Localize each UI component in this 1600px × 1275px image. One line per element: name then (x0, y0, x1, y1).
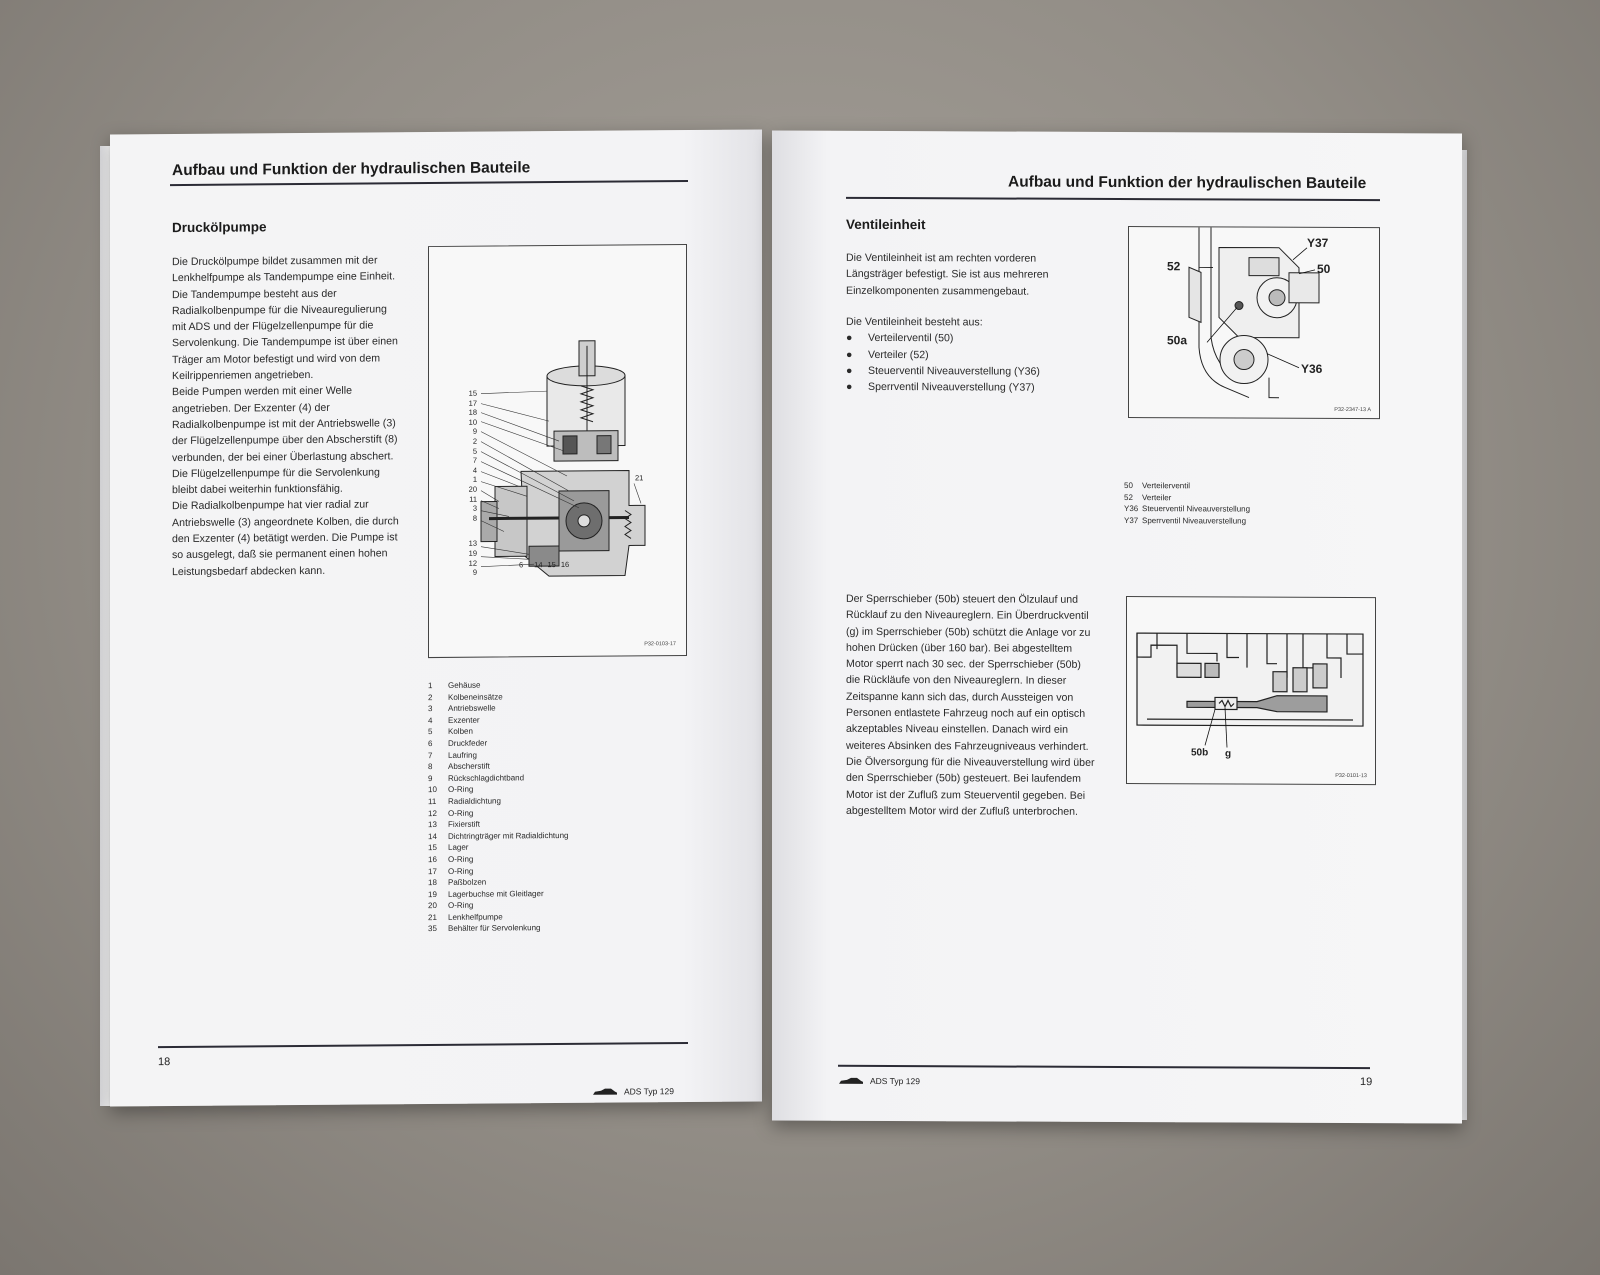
callout: 15 (547, 560, 556, 570)
callout: 9 (472, 427, 477, 437)
body-text (172, 252, 404, 580)
callout: 1 (472, 475, 477, 485)
pump-figure (428, 244, 687, 658)
list-intro: Die Ventileinheit besteht aus: (846, 315, 983, 329)
list-item-text: Steuerventil Niveauverstellung (Y36) (868, 364, 1040, 378)
callout: 16 (560, 559, 570, 570)
header-rule (170, 180, 688, 186)
legend-text: Steuerventil Niveauverstellung (1142, 504, 1251, 514)
callout: 14 (534, 560, 543, 570)
figure-label: Y37 (1307, 235, 1329, 250)
legend-number: 4 (428, 715, 433, 725)
legend-number: 10 (428, 785, 437, 795)
footer-brand-text: ADS Typ 129 (870, 1075, 920, 1087)
legend-row (1124, 515, 1344, 528)
legend-text: Fixierstift (448, 819, 480, 830)
figure-legend (1124, 480, 1344, 527)
callout: 11 (469, 494, 477, 504)
list-item-text: Verteiler (52) (868, 348, 929, 361)
legend-row (1124, 480, 1344, 493)
legend-text: Rückschlagdichtband (448, 773, 525, 783)
paragraph: Die Radialkolbenpumpe hat vier radial zur Antriebswelle (3) angeordnete Kolben, die durch den Exzenter (4) betätigt werden. Die Pumpe ist so ausgelegt, daß sie permanent einen hohen Leistungsbedarf abdecken kann. (172, 498, 399, 578)
legend-text: Gehäuse (448, 680, 481, 690)
page-number: 18 (158, 1056, 171, 1069)
figure-code: P32-0103-17 (644, 641, 676, 648)
legend-number: 15 (428, 843, 437, 853)
bullet: ● (846, 332, 853, 345)
hydraulic-schematic-drawing (1127, 597, 1375, 784)
callout: 6 (519, 560, 524, 570)
legend-row (1124, 503, 1344, 516)
callout: 8 (472, 513, 477, 523)
callout: 10 (468, 417, 477, 427)
legend-number: 5 (428, 727, 433, 737)
callout: 4 (472, 465, 477, 475)
legend-text: Kolbeneinsätze (448, 692, 503, 702)
legend-number: 11 (428, 796, 437, 807)
callout: 2 (472, 436, 477, 446)
callout: 17 (468, 398, 477, 408)
legend-number: 9 (428, 773, 433, 783)
legend-number: 20 (428, 901, 437, 911)
legend-number: 18 (428, 878, 437, 888)
legend-text: Lagerbuchse mit Gleitlager (448, 888, 544, 899)
legend-text: O-Ring (448, 866, 474, 876)
header-rule (846, 197, 1380, 201)
figure-callouts-bottom (519, 560, 569, 569)
figure-label: Y36 (1301, 361, 1323, 376)
legend-number: 35 (428, 924, 437, 934)
callout: 20 (468, 484, 477, 494)
callout: 19 (468, 548, 477, 558)
legend-number: 52 (1124, 492, 1133, 502)
bullet: ● (846, 364, 853, 377)
legend-text: O-Ring (448, 785, 474, 795)
legend-number: 3 (428, 704, 433, 714)
callout: 9 (472, 567, 477, 577)
legend-text: Behälter für Servolenkung (448, 923, 541, 934)
legend-text: Antriebswelle (448, 703, 496, 714)
legend-text: Lager (448, 843, 469, 853)
legend-text: Abscherstift (448, 761, 490, 772)
schematic-figure (1126, 596, 1376, 785)
callout: 13 (468, 538, 477, 549)
list-item-text: Verteilerventil (50) (868, 332, 954, 345)
page-header-title: Aufbau und Funktion der hydraulischen Bauteile (1008, 173, 1367, 193)
car-icon (838, 1076, 864, 1085)
figure-label: 50b (1191, 747, 1209, 759)
list-block (846, 314, 1086, 397)
legend-text: Dichtringträger mit Radialdichtung (448, 830, 569, 841)
legend-number: 17 (428, 866, 437, 876)
callout: 5 (472, 446, 477, 456)
legend-text: Paßbolzen (448, 877, 487, 887)
callout: 15 (468, 388, 477, 398)
legend-number: 2 (428, 692, 433, 702)
legend-text: Verteiler (1142, 492, 1172, 502)
footer-brand (592, 1086, 674, 1097)
legend-text: Lenkhelfpumpe (448, 912, 503, 922)
legend-number: 14 (428, 831, 437, 841)
footer-rule (158, 1042, 688, 1048)
list-item (846, 363, 1086, 380)
callout: 18 (468, 407, 477, 417)
car-icon (592, 1087, 618, 1096)
legend-text: O-Ring (448, 854, 474, 864)
callout: 3 (472, 503, 477, 513)
callout: 7 (472, 455, 477, 465)
legend-text: Verteilerventil (1142, 481, 1191, 491)
legend-text: Sperrventil Niveauverstellung (1142, 515, 1247, 526)
bullet: ● (846, 348, 853, 361)
figure-legend (428, 678, 668, 935)
valve-unit-figure (1128, 226, 1380, 419)
section-title: Ventileinheit (846, 216, 926, 233)
page-number: 19 (1360, 1076, 1373, 1089)
paragraph: Die Druckölpumpe bildet zusammen mit der Lenkhelfpumpe als Tandempumpe eine Einheit. Die Tandempumpe besteht aus der Radialkolbenpumpe für die Niveauregulierung mit ADS und der Flügelzellenpumpe für die Servolenkung. Die Tandempumpe ist über einen Träger am Motor befestigt und wird von dem Keilrippenriemen angetrieben. (172, 254, 398, 383)
legend-text: Kolben (448, 727, 473, 737)
paragraph: Beide Pumpen werden mit einer Welle angetrieben. Der Exzenter (4) der Radialkolbenpumpe ist mit der Antriebswelle (3) der Flügelzellenpumpe über den Abscherstift (8) verbunden, der bei einer Überlastung abschert. Die Flügelzellenpumpe für die Servolenkung bleibt dabei weiterhin funktionsfähig. (172, 385, 398, 497)
figure-label: 50a (1167, 333, 1188, 348)
footer-brand-text: ADS Typ 129 (624, 1086, 674, 1097)
legend-number: Y37 (1124, 515, 1139, 525)
legend-number: 16 (428, 854, 437, 864)
legend-number: Y36 (1124, 504, 1139, 514)
footer-rule (838, 1065, 1370, 1069)
right-page (772, 130, 1462, 1123)
valve-unit-drawing (1129, 227, 1379, 418)
list-item-text: Sperrventil Niveauverstellung (Y37) (868, 381, 1035, 394)
legend-row (428, 922, 668, 935)
legend-number: 50 (1124, 481, 1133, 491)
component-list (846, 330, 1086, 396)
legend-number: 7 (428, 750, 433, 760)
legend-number: 1 (428, 681, 433, 691)
legend-number: 6 (428, 738, 433, 749)
legend-number: 13 (428, 820, 437, 830)
legend-text: Exzenter (448, 715, 480, 725)
bullet: ● (846, 381, 853, 394)
footer-brand (838, 1076, 920, 1086)
section-title: Druckölpumpe (172, 219, 267, 236)
legend-number: 19 (428, 889, 437, 899)
legend-number: 21 (428, 912, 437, 922)
legend-text: O-Ring (448, 900, 474, 911)
legend-text: Radialdichtung (448, 796, 501, 806)
figure-label: g (1225, 748, 1232, 760)
left-page (110, 129, 762, 1106)
figure-label: 50 (1317, 261, 1331, 276)
legend-text: Laufring (448, 750, 477, 760)
callout: 21 (635, 473, 644, 483)
legend-number: 8 (428, 762, 433, 772)
legend-row (1124, 492, 1344, 505)
legend-text: Druckfeder (448, 738, 488, 748)
list-item (846, 379, 1086, 396)
intro-text: Die Ventileinheit ist am rechten vorderen Längsträger befestigt. Sie ist aus mehreren Einzelkomponenten zusammengebaut. (846, 251, 1049, 298)
list-item (846, 346, 1086, 363)
figure-code: P32-2347-13 A (1334, 406, 1371, 414)
figure-code: P32-0101-13 (1335, 772, 1367, 780)
figure-callouts-left (461, 389, 477, 578)
legend-text: O-Ring (448, 808, 474, 818)
callout: 12 (468, 558, 477, 568)
page-header-title: Aufbau und Funktion der hydraulischen Bauteile (172, 159, 531, 180)
legend-number: 12 (428, 808, 437, 818)
figure-label: 52 (1167, 259, 1181, 274)
blocking-valve-text: Der Sperrschieber (50b) steuert den Ölzulauf und Rücklauf zu den Niveaureglern. Ein Überdruckventil (g) im Sperrschieber (50b) schützt die Anlage vor zu hohen Drücken (über 160 bar). Bei abgestelltem Motor sperrt nach 30 sec. der Sperrschieber (50b) die Rückläufe von den Niveaureglern. In dieser Zeitspanne kann sich das, durch Aussteigen von Personen entlastete Fahrzeug noch auf ein optisch akzeptables Niveau einstellen. Danach wird ein weiteres Absinken des Fahrzeugniveaus verhindert. Die Ölversorgung für die Niveauverstellung wird über den Sperrschieber (50b) gesteuert. Bei laufendem Motor ist der Zufluß zum Steuerventil gegeben. Bei abgestelltem Motor wird der Zufluß unterbrochen. (846, 592, 1095, 818)
list-item (846, 330, 1086, 347)
